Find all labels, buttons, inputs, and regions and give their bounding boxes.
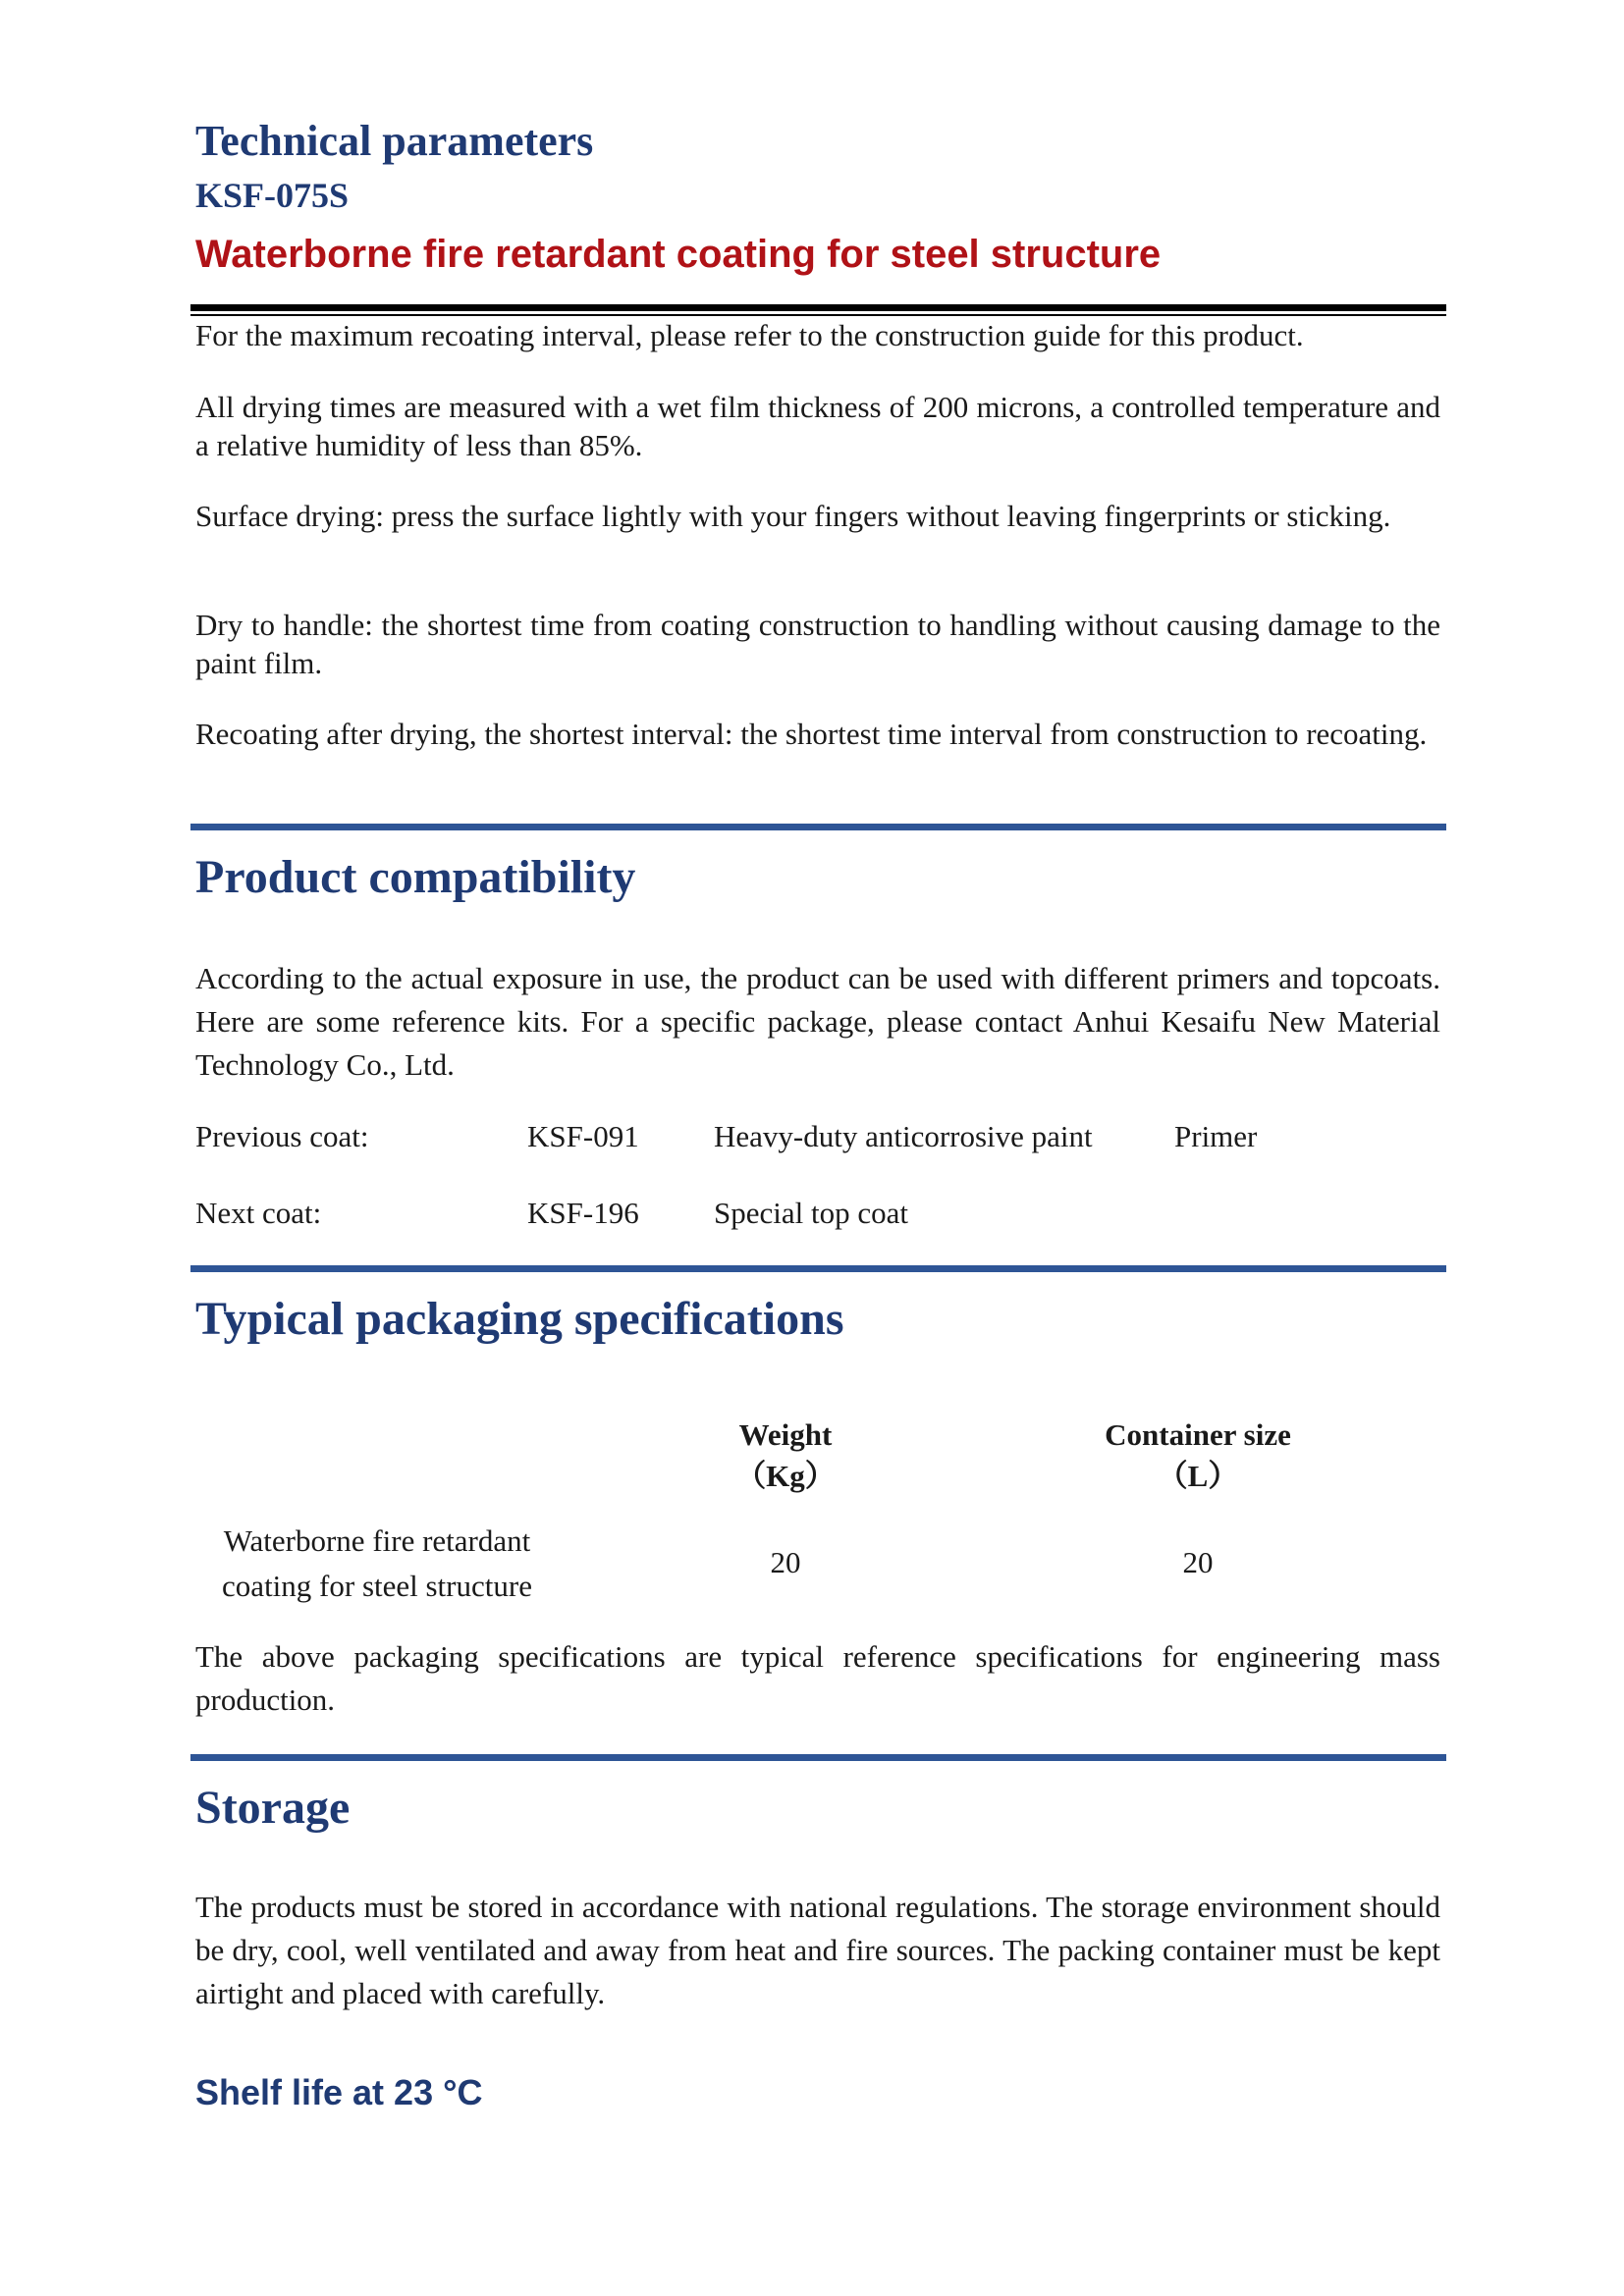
- packaging-note: The above packaging specifications are typical reference specifications for engineering mass production.: [195, 1639, 1440, 1717]
- compat-product: Heavy-duty anticorrosive paint: [714, 1119, 1093, 1153]
- compat-code: KSF-091: [527, 1119, 639, 1153]
- container-header-label: Container size: [1105, 1417, 1291, 1452]
- section-divider: [190, 824, 1446, 830]
- weight-column-header: [628, 1415, 943, 1497]
- package-weight-value: 20: [770, 1545, 801, 1579]
- compat-row-next: [195, 1194, 1440, 1233]
- weight-header-unit: （Kg）: [735, 1459, 836, 1493]
- section-divider: [190, 1265, 1446, 1272]
- container-column-header: [1041, 1415, 1355, 1497]
- compatibility-heading: Product compatibility: [195, 851, 636, 903]
- compatibility-intro: According to the actual exposure in use, the product can be used with different primers and topcoats. Here are some reference kits. For a specific package, please contact Anhui Kesaifu New Material Technology Co., Ltd.: [195, 961, 1440, 1082]
- document-title: Technical parameters: [195, 117, 594, 165]
- product-code: KSF-075S: [195, 176, 350, 215]
- compat-code: KSF-196: [527, 1196, 639, 1230]
- compat-type: Primer: [1174, 1119, 1258, 1153]
- storage-text: The products must be stored in accordance with national regulations. The storage environment should be dry, cool, well ventilated and away from heat and fire sources. The packing container must be kept airtight and placed with carefully.: [195, 1890, 1440, 2010]
- packaging-heading: Typical packaging specifications: [195, 1293, 844, 1345]
- package-container-value: 20: [1182, 1545, 1214, 1579]
- drying-note-4: Dry to handle: the shortest time from coating construction to handling without causing damage to the paint film.: [195, 608, 1440, 680]
- shelf-life-heading: Shelf life at 23 °C: [195, 2072, 483, 2112]
- product-name: Waterborne fire retardant coating for steel structure: [195, 233, 1162, 276]
- weight-header-label: Weight: [738, 1417, 833, 1452]
- package-product-name-line: coating for steel structure: [222, 1569, 532, 1603]
- package-product-name: [195, 1519, 559, 1609]
- container-header-unit: （L）: [1157, 1459, 1239, 1493]
- compat-label: Next coat:: [195, 1196, 322, 1230]
- compat-label: Previous coat:: [195, 1119, 369, 1153]
- compat-row-previous: [195, 1117, 1440, 1156]
- drying-note-5: Recoating after drying, the shortest interval: the shortest time interval from construction to recoating.: [195, 717, 1428, 751]
- section-divider: [190, 1754, 1446, 1761]
- compat-product: Special top coat: [714, 1196, 908, 1230]
- drying-note-2: All drying times are measured with a wet film thickness of 200 microns, a controlled temperature and a relative humidity of less than 85%.: [195, 390, 1440, 462]
- storage-heading: Storage: [195, 1782, 351, 1834]
- drying-note-3: Surface drying: press the surface lightly with your fingers without leaving fingerprints or sticking.: [195, 499, 1391, 533]
- drying-note-1: For the maximum recoating interval, please refer to the construction guide for this product.: [195, 318, 1304, 352]
- package-product-name-line: Waterborne fire retardant: [223, 1523, 531, 1558]
